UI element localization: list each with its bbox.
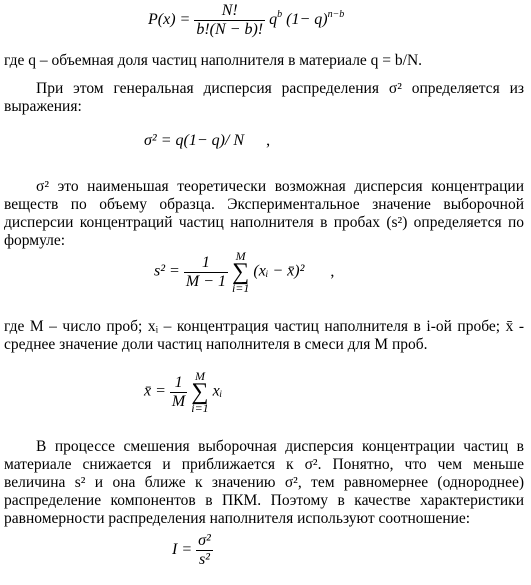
eq3-sum [232,250,249,294]
equation-sample-variance [154,250,334,294]
eq5-fraction [196,532,213,569]
eq4-sum [191,370,208,414]
eq3-body: (xᵢ − x̄)² [253,262,305,280]
eq1-q: q [269,11,278,29]
eq3-numerator: 1 [201,253,210,271]
eq4-lhs: x̄ = [144,382,170,400]
eq5-numerator: σ² [198,532,211,549]
para4-line1: В процессе смешения выборочная дисперсия концентрации частиц в [36,438,524,455]
eq3-lhs: s² = [154,262,184,280]
sigma-sum-icon: ∑ [232,259,250,285]
eq4-sum-bottom: i=1 [191,401,209,415]
para3-line1: где M – число проб; xᵢ – концентрация частиц наполнителя в i-ой пробе; x̄ - [4,318,524,335]
eq1-exp-b: b [277,9,283,21]
line-def-q: где q – объемная доля частиц наполнителя в материале q = b/N. [4,52,423,69]
equation-binomial [148,2,344,39]
para2-line1: σ² это наименьшая теоретически возможная дисперсия концентрации [36,178,524,195]
para1-line2: выражения: [4,98,82,115]
eq3-sum-bottom: i=1 [231,281,250,295]
eq3-denominator: M − 1 [185,272,226,290]
eq2-trail: , [266,132,271,149]
eq3-sum-top: M [235,249,246,263]
eq2-text: σ² = q(1− q)/ N [144,132,245,149]
eq5-lhs: I = [172,541,197,559]
equation-general-variance [144,132,270,150]
eq1-denominator: b!(N − b)! [196,21,264,38]
eq1-fraction [194,2,265,39]
eq1-exp-nb: n−b [327,9,345,21]
equation-mean [144,370,222,414]
eq3-fraction [184,254,228,291]
eq4-body: xᵢ [212,382,223,400]
para2-line3: дисперсии концентраций частиц наполнителя в пробах (s²) определяется по [4,214,524,231]
para4-line2: материале снижается и приближается к σ². Понятно, что чем меньше [4,456,524,473]
equation-uniformity-ratio [172,532,213,569]
para3-line2: среднее значение доли частиц наполнителя в смеси для М проб. [4,336,428,353]
para1-line1: При этом генеральная дисперсия распределения σ² определяется из [36,80,524,97]
para2-line4: формуле: [4,232,66,249]
para2-line2: веществ по объему образца. Экспериментальное значение выборочной [4,196,524,213]
eq1-lhs: P(x) = [148,11,195,29]
eq4-numerator: 1 [174,373,183,391]
para4-line3: величина s² и она ближе к значению σ², тем равномернее (однороднее) [4,474,524,491]
eq4-denominator: M [171,392,186,410]
sigma-sum-icon: ∑ [191,379,209,405]
para4-line5: равномерности распределения наполнителя используют соотношение: [4,510,471,527]
eq1-mid: (1− q) [286,11,328,29]
eq5-denominator: s² [196,550,213,569]
eq3-trail: , [330,262,335,280]
eq4-sum-top: M [194,369,205,383]
eq4-fraction [170,374,187,411]
para4-line4: распределение компонентов в ПКМ. Поэтому в качестве характеристики [4,492,524,509]
eq1-numerator: N! [221,2,238,19]
